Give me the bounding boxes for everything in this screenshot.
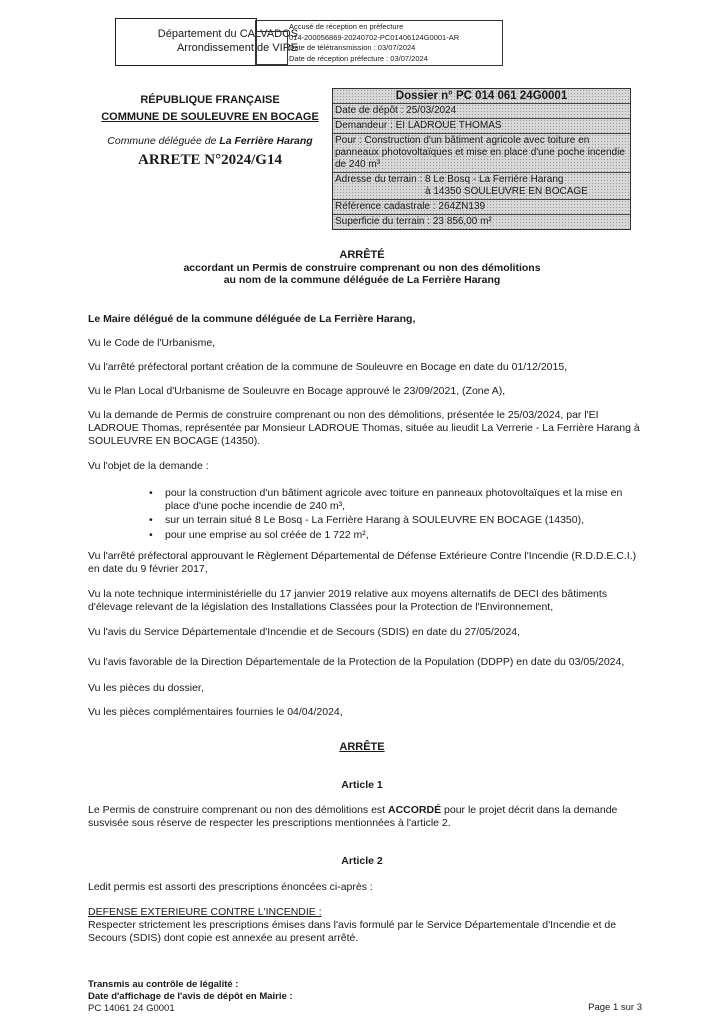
list-item: • pour la construction d'un bâtiment agricole avec toiture en panneaux photovoltaïques et la mise en place d'une poche incendie de 240 m³,: [165, 487, 645, 512]
arrondissement: Arrondissement de VIRE: [176, 42, 298, 54]
article-1-title: Article 1: [341, 779, 383, 791]
article-1-pre: Le Permis de construire comprenant ou non des démolitions est: [88, 804, 388, 816]
superficie-terrain: Superficie du terrain : 23 856,00 m²: [335, 216, 492, 227]
article-1-text: [88, 804, 643, 830]
vu-pieces-dossier: Vu les pièces du dossier,: [88, 682, 204, 694]
vu-code-urbanisme: Vu le Code de l'Urbanisme,: [88, 337, 216, 349]
commune-deleguee: [80, 135, 340, 147]
footer-transmis: Transmis au contrôle de légalité :: [88, 979, 239, 990]
arrete-number: ARRETE N°2024/G14: [138, 152, 282, 168]
defense-text: Respecter strictement les prescriptions émises dans l'avis formulé par le Service Départementale d'Incendie et de Secours (SDIS) dont copie est annexée au present arrêté.: [88, 919, 617, 944]
stamp-line-3: Date de télétransmission : 03/07/2024: [289, 43, 416, 52]
footer-affichage: Date d'affichage de l'avis de dépôt en Mairie :: [88, 991, 293, 1002]
vu-objet: Vu l'objet de la demande :: [88, 460, 209, 472]
article-1-accorde: ACCORDÉ: [388, 804, 442, 816]
arrete-subtitle-2: au nom de la commune déléguée de La Ferrière Harang: [223, 274, 501, 286]
arrete-heading: ARRÊTE: [339, 741, 385, 753]
demandeur: Demandeur : EI LADROUE THOMAS: [333, 119, 630, 134]
footer-reference: PC 14061 24 G0001: [88, 1003, 175, 1014]
vu-plu: Vu le Plan Local d'Urbanisme de Souleuvre en Bocage approuvé le 23/09/2021, (Zone A),: [88, 385, 506, 397]
adresse-line-2: à 14350 SOULEUVRE EN BOCAGE: [425, 186, 588, 197]
delegue-prefix: Commune déléguée de: [107, 135, 220, 147]
reception-stamp: [255, 20, 503, 66]
vu-rddeci: Vu l'arrêté préfectoral approuvant le Règlement Départemental de Défense Extérieure Contre l'Incendie (R.D.D.E.C.I.) en date du 9 février 2017,: [88, 550, 637, 575]
stamp-line-4: Date de réception préfecture : 03/07/2024: [289, 53, 428, 63]
objet-list: [105, 487, 645, 543]
adresse-line-1: Adresse du terrain : 8 Le Bosq - La Ferrière Harang: [335, 174, 564, 185]
maire-delegue: Le Maire délégué de la commune déléguée de La Ferrière Harang,: [88, 313, 416, 325]
article-2-intro: Ledit permis est assorti des prescriptions énoncées ci-après :: [88, 881, 373, 893]
delegue-name: La Ferrière Harang: [219, 135, 313, 147]
arrete-title: ARRÊTÉ: [339, 249, 385, 261]
page-number: Page 1 sur 3: [588, 1002, 642, 1013]
stamp-inner-box: [256, 31, 288, 65]
republique-francaise: RÉPUBLIQUE FRANÇAISE: [140, 94, 280, 106]
vu-note-technique: Vu la note technique interministérielle du 17 janvier 2019 relative aux moyens alternatifs de DECI des bâtiments d'élevage relevant de la législation des Installations Classées pour la Protection de l'Environnement,: [88, 588, 608, 613]
commune-name: COMMUNE DE SOULEUVRE EN BOCAGE: [101, 111, 319, 123]
dossier-box: [332, 88, 631, 230]
pour: Pour : Construction d'un bâtiment agricole avec toiture en panneaux photovoltaïques et mise en place d'une poche incendie de 240 m³: [333, 134, 630, 173]
departement-prefix: Département du: [157, 28, 240, 40]
vu-pieces-complementaires: Vu les pièces complémentaires fournies le 04/04/2024,: [88, 706, 343, 718]
departement-name: CALVADOS: [239, 28, 298, 40]
adresse-terrain: [333, 173, 630, 200]
vu-avis-ddpp: Vu l'avis favorable de la Direction Départementale de la Protection de la Population (DDPP) en date du 03/05/2024,: [88, 656, 625, 668]
date-depot: Date de dépôt : 25/03/2024: [333, 104, 630, 119]
vu-arrete-creation: Vu l'arrêté préfectoral portant création de la commune de Souleuvre en Bocage en date du 01/12/2015,: [88, 361, 568, 373]
article-2-title: Article 2: [341, 855, 383, 867]
arrete-subtitle-1: accordant un Permis de construire comprenant ou non des démolitions: [183, 262, 541, 274]
vu-demande: Vu la demande de Permis de construire comprenant ou non des démolitions, présentée le 25/03/2024, par l'EI LADROUE Thomas, représentée par Monsieur LADROUE Thomas, située au lieudit La Verrerie - La Ferrière Harang à SOULEUVRE EN BOCAGE (14350).: [88, 409, 640, 447]
vu-avis-sdis: Vu l'avis du Service Départementale d'Incendie et de Secours (SDIS) en date du 27/05/2024,: [88, 626, 521, 638]
article-1-post: pour le projet décrit dans la demande susvisée sous réserve de respecter les prescriptions mentionnées à l'article 2.: [88, 804, 618, 829]
stamp-line-2: 014-200056869-20240702-PC01406124G0001-AR: [289, 32, 460, 42]
list-item: • pour une emprise au sol créée de 1 722 m²,: [165, 529, 645, 542]
reference-cadastrale: Référence cadastrale : 264ZN139: [333, 200, 630, 215]
list-item: • sur un terrain situé 8 Le Bosq - La Ferrière Harang à SOULEUVRE EN BOCAGE (14350),: [165, 514, 645, 527]
defense-heading: DEFENSE EXTERIEURE CONTRE L'INCENDIE :: [88, 906, 322, 918]
dossier-title: Dossier n° PC 014 061 24G0001: [333, 89, 630, 104]
stamp-line-1: Accusé de réception en préfecture: [289, 22, 404, 31]
